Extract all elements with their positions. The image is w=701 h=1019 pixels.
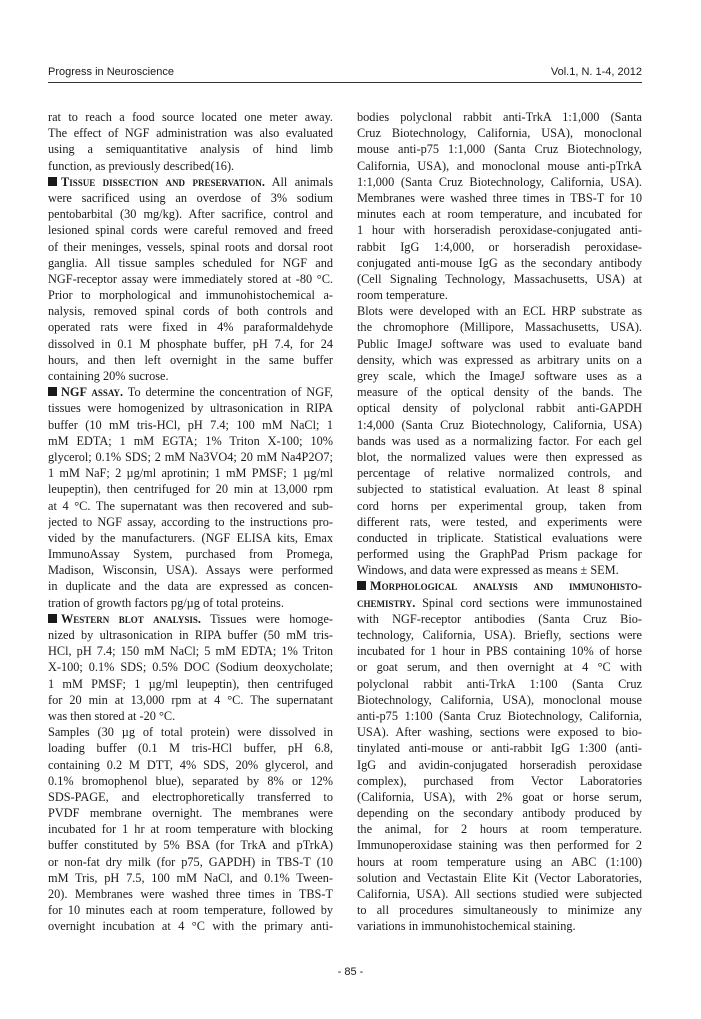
text-line xyxy=(48,676,333,692)
text-line xyxy=(357,141,642,157)
text-line xyxy=(357,109,642,125)
line-text: Samples (30 µg of total protein) were dissolved in xyxy=(48,725,333,740)
text-line xyxy=(357,870,642,886)
section-bullet-icon xyxy=(48,387,57,396)
line-text: different rats, were tested, and experiments were xyxy=(357,514,642,529)
line-text: of their meninges, vessels, spinal roots and dorsal root xyxy=(48,239,333,254)
line-text: To determine the concentration of NGF, xyxy=(123,385,333,400)
line-text: Immunoperoxidase staining was then performed for 2 xyxy=(357,838,642,853)
text-line xyxy=(357,627,642,643)
text-line xyxy=(357,773,642,789)
line-text: ganglia. All tissue samples scheduled for NGF and xyxy=(48,255,333,270)
line-text: HCl, pH 7.4; 150 mM NaCl; 5 mM EDTA; 1% Triton xyxy=(48,644,333,659)
text-line xyxy=(357,659,642,675)
text-line xyxy=(48,611,333,627)
section-heading: Tissue dissection and preservation. xyxy=(61,174,265,189)
line-text: subjected to statistical evaluation. At least 8 spinal xyxy=(357,482,642,497)
line-text: overnight incubation at 4 °C with the primary anti- xyxy=(48,919,333,934)
text-line xyxy=(48,158,333,174)
line-text: incubated for 1 hr at room temperature with blocking xyxy=(48,822,333,837)
line-text: measure of the optical density of the bands. The xyxy=(357,385,642,400)
text-line xyxy=(357,562,642,578)
journal-name: Progress in Neuroscience xyxy=(48,66,174,78)
line-text: (Cell Signaling Technology, Massachusetts, USA) at xyxy=(357,271,642,286)
line-text: California, USA). All sections studied were subjected xyxy=(357,887,642,901)
line-text: was then stored at -20 °C. xyxy=(48,708,176,723)
text-line xyxy=(357,319,642,335)
text-line xyxy=(48,255,333,271)
line-text: 0.1% bromophenol blue), separated by 8% or 12% xyxy=(48,773,333,788)
text-line xyxy=(357,918,642,934)
line-text: IgG and avidin-conjugated horseradish peroxidase xyxy=(357,757,642,772)
text-line xyxy=(357,287,642,303)
line-text: room temperature. xyxy=(357,288,448,303)
line-text: mouse anti-p75 1:1,000 (Santa Cruz Biotechnology, xyxy=(357,142,642,157)
line-text: PVDF membrane overnight. The membranes were xyxy=(48,806,333,821)
line-text: SDS-PAGE, and electrophoretically transferred to xyxy=(48,789,333,804)
text-line xyxy=(357,433,642,449)
text-line xyxy=(48,239,333,255)
text-line xyxy=(357,546,642,562)
text-line xyxy=(357,384,642,400)
line-text: bodies polyclonal rabbit anti-TrkA 1:1,000 (Santa xyxy=(357,110,642,124)
section-bullet-icon xyxy=(48,614,57,623)
line-text: California, USA), and monoclonal mouse anti-pTrkA xyxy=(357,158,642,173)
line-text: at 4 °C. The supernatant was then recovered and sub- xyxy=(48,498,333,513)
text-line xyxy=(48,918,333,934)
line-text: All animals xyxy=(264,174,333,189)
line-text: dissolved in 0.1 M phosphate buffer, pH 7.4, for 24 xyxy=(48,336,333,351)
line-text: leupeptin), then centrifuged for 20 min at 13,000 rpm xyxy=(48,482,333,497)
text-line xyxy=(357,255,642,271)
text-line xyxy=(48,384,333,400)
text-line xyxy=(48,417,333,433)
text-line xyxy=(357,239,642,255)
line-text: buffer (10 mM tris-HCl, pH 7.4; 100 mM NaCl; 1 xyxy=(48,417,333,432)
text-line xyxy=(48,271,333,287)
text-line xyxy=(357,514,642,530)
text-line xyxy=(48,368,333,384)
line-text: in duplicate and the data are expressed as concen- xyxy=(48,579,333,594)
line-text: to all procedures simultaneously to minimize any xyxy=(357,903,642,918)
text-line xyxy=(357,692,642,708)
text-line xyxy=(48,789,333,805)
text-line xyxy=(357,190,642,206)
text-line xyxy=(48,319,333,335)
line-text: hours, and then left overnight in the same buffer xyxy=(48,352,333,367)
text-line xyxy=(357,400,642,416)
text-line xyxy=(48,141,333,157)
section-bullet-icon xyxy=(48,177,57,186)
line-text: Public ImageJ software was used to evaluate band xyxy=(357,336,642,351)
line-text: tinylated anti-mouse or anti-rabbit IgG 1:300 (anti- xyxy=(357,741,642,756)
text-line xyxy=(48,659,333,675)
line-text: USA). After washing, sections were exposed to bio- xyxy=(357,725,642,740)
volume-info: Vol.1, N. 1-4, 2012 xyxy=(550,66,642,78)
line-text: buffer constituted by 5% BSA (for TrkA and pTrkA) xyxy=(48,838,333,853)
text-line xyxy=(48,546,333,562)
line-text: using a semiquantitative analysis of hind limb xyxy=(48,142,333,157)
text-line xyxy=(357,837,642,853)
text-line xyxy=(357,578,642,594)
page-number: - 85 - xyxy=(337,966,364,978)
line-text: tration of growth factors pg/µg of total proteins. xyxy=(48,595,284,610)
line-text: percentage of relative normalized controls, and xyxy=(357,466,642,481)
text-line xyxy=(357,222,642,238)
line-text: The effect of NGF administration was also evaluated xyxy=(48,126,333,141)
text-line xyxy=(357,303,642,319)
text-line xyxy=(48,400,333,416)
text-line xyxy=(48,481,333,497)
line-text: 1 mM PMSF; 1 µg/ml leupeptin), then centrifuged xyxy=(48,676,333,691)
line-text: jected to NGF assay, according to the instructions pro- xyxy=(48,514,333,529)
text-line xyxy=(48,773,333,789)
line-text: containing 0.2 M DTT, 4% SDS, 20% glycerol, and xyxy=(48,757,333,772)
line-text: glycerol; 0.1% SDS; 2 mM Na3VO4; 20 mM Na4P2O7; xyxy=(48,449,333,464)
text-line xyxy=(357,676,642,692)
text-line xyxy=(48,837,333,853)
line-text: Prior to morphological and immunohistochemical a- xyxy=(48,288,333,303)
line-text: Windows, and data were expressed as means ± SEM. xyxy=(357,563,619,578)
text-line xyxy=(48,190,333,206)
text-line xyxy=(357,530,642,546)
section-heading: NGF assay. xyxy=(61,385,124,400)
line-text: anti-p75 1:100 (Santa Cruz Biotechnology, California, xyxy=(357,708,642,723)
text-line xyxy=(48,740,333,756)
line-text: the chromophore (Millipore, Massachusetts, USA). xyxy=(357,320,642,335)
line-text: the animal, for 2 hours at room temperature. xyxy=(357,822,642,837)
line-text: tissues were homogenized by ultrasonication in RIPA xyxy=(48,401,333,416)
text-line xyxy=(48,530,333,546)
line-text: 1 mM NaF; 2 µg/ml aprotinin; 1 mM PMSF; 1 µg/ml xyxy=(48,466,333,481)
text-line xyxy=(357,854,642,870)
text-line xyxy=(357,352,642,368)
line-text: Tissues were homoge- xyxy=(200,611,333,626)
line-text: for 20 min at 13,000 rpm at 4 °C. The supernatant xyxy=(48,692,333,707)
text-line xyxy=(357,708,642,724)
section-heading: chemistry. xyxy=(357,595,416,610)
text-line xyxy=(48,174,333,190)
line-text: function, as previously described(16). xyxy=(48,158,235,173)
section-heading: Morphological analysis and immunohisto- xyxy=(370,579,642,594)
text-line xyxy=(48,303,333,319)
text-line xyxy=(48,125,333,141)
text-line xyxy=(357,174,642,190)
text-line xyxy=(357,821,642,837)
text-line xyxy=(357,158,642,174)
line-text: lesioned spinal cords were careful removed and freed xyxy=(48,223,333,238)
line-text: cord horns per experimental group, taken from xyxy=(357,498,642,513)
text-line xyxy=(357,886,642,902)
text-line xyxy=(48,336,333,352)
text-line xyxy=(48,692,333,708)
line-text: minutes each at room temperature, and incubated for xyxy=(357,207,642,222)
text-line xyxy=(48,578,333,594)
right-text-column xyxy=(357,109,642,935)
text-line xyxy=(48,352,333,368)
line-text: Spinal cord sections were immunostained xyxy=(415,595,642,610)
text-line xyxy=(357,125,642,141)
text-line xyxy=(357,902,642,918)
line-text: hours at room temperature using an ABC (1:100) xyxy=(357,854,642,869)
line-text: density, which was expressed as arbitrary units on a xyxy=(357,352,642,367)
line-text: depending on the secondary antibody produced by xyxy=(357,806,642,821)
section-heading: Western blot analysis. xyxy=(61,611,201,626)
running-header xyxy=(48,65,642,79)
text-line xyxy=(48,449,333,465)
text-line xyxy=(48,821,333,837)
text-line xyxy=(357,336,642,352)
line-text: NGF-receptor assay were immediately stored at -80 °C. xyxy=(48,271,333,286)
text-line xyxy=(48,627,333,643)
line-text: or non-fat dry milk (for p75, GAPDH) in TBS-T (10 xyxy=(48,854,333,869)
line-text: Madison, Wisconsin, USA). Assays were performed xyxy=(48,563,333,578)
text-line xyxy=(48,886,333,902)
text-line xyxy=(357,611,642,627)
text-line xyxy=(357,368,642,384)
text-line xyxy=(48,854,333,870)
line-text: for 10 minutes each at room temperature, followed by xyxy=(48,903,333,918)
text-line xyxy=(357,271,642,287)
line-text: technology, California, USA). Briefly, sections were xyxy=(357,628,642,642)
text-line xyxy=(48,206,333,222)
text-line xyxy=(357,740,642,756)
line-text: 1 hour with horseradish peroxidase-conjugated anti- xyxy=(357,223,642,238)
line-text: were sacrificed using an overdose of 3% sodium xyxy=(48,190,333,205)
text-line xyxy=(357,757,642,773)
text-line xyxy=(357,643,642,659)
text-line xyxy=(48,757,333,773)
text-line xyxy=(357,417,642,433)
header-rule xyxy=(48,82,642,83)
line-text: optical density of polyclonal rabbit anti-GAPDH xyxy=(357,401,642,416)
line-text: loading buffer (0.1 M tris-HCl buffer, pH 6.8, xyxy=(48,741,333,756)
line-text: blot, the normalized values were then expressed as xyxy=(357,449,642,464)
text-line xyxy=(48,109,333,125)
text-line xyxy=(48,433,333,449)
text-line xyxy=(48,595,333,611)
text-line xyxy=(48,902,333,918)
line-text: incubated for 1 hour in PBS containing 10% of horse xyxy=(357,644,642,659)
line-text: grey scale, which the ImageJ software uses as a xyxy=(357,369,642,383)
line-text: conducted in triplicate. Statistical evaluations were xyxy=(357,530,642,545)
line-text: mM EDTA; 1 mM EGTA; 1% Triton X-100; 10% xyxy=(48,433,333,448)
line-text: pentobarbital (30 mg/kg). After sacrifice, control and xyxy=(48,207,333,222)
line-text: or goat serum, and then overnight at 4 °C with xyxy=(357,660,642,675)
text-line xyxy=(357,481,642,497)
line-text: Membranes were washed three times in TBS-T for 10 xyxy=(357,190,642,205)
line-text: mM Tris, pH 7.5, 100 mM NaCl, and 0.1% Tween- xyxy=(48,870,333,885)
text-line xyxy=(48,498,333,514)
text-line xyxy=(357,595,642,611)
line-text: rat to reach a food source located one meter away. xyxy=(48,110,333,124)
text-line xyxy=(357,724,642,740)
line-text: Blots were developed with an ECL HRP substrate as xyxy=(357,304,642,319)
left-text-column xyxy=(48,109,333,935)
text-line xyxy=(48,708,333,724)
line-text: rabbit IgG 1:4,000, or horseradish peroxidase- xyxy=(357,239,642,254)
text-line xyxy=(48,643,333,659)
line-text: Cruz Biotechnology, California, USA), monoclonal xyxy=(357,126,642,141)
section-bullet-icon xyxy=(357,581,366,590)
text-line xyxy=(357,465,642,481)
line-text: performed using the GraphPad Prism package for xyxy=(357,547,642,562)
text-line xyxy=(48,870,333,886)
line-text: polyclonal rabbit anti-TrkA 1:100 (Santa Cruz xyxy=(357,676,642,691)
line-text: ImmunoAssay System, purchased from Promega, xyxy=(48,547,333,562)
line-text: nalysis, removed spinal cords of both controls and xyxy=(48,304,333,319)
text-line xyxy=(357,789,642,805)
line-text: bands was used as a normalizing factor. For each gel xyxy=(357,433,642,448)
line-text: Biotechnology, California, USA), monoclonal mouse xyxy=(357,692,642,707)
line-text: with NGF-receptor antibodies (Santa Cruz Bio- xyxy=(357,611,642,626)
text-line xyxy=(357,805,642,821)
text-line xyxy=(48,287,333,303)
text-line xyxy=(357,206,642,222)
line-text: 1:4,000 (Santa Cruz Biotechnology, California, USA) xyxy=(357,417,642,432)
text-line xyxy=(48,562,333,578)
line-text: complex), purchased from Vector Laboratories xyxy=(357,773,642,788)
text-line xyxy=(357,449,642,465)
line-text: containing 20% sucrose. xyxy=(48,369,169,383)
line-text: operated rats were fixed in 4% paraformaldehyde xyxy=(48,320,333,335)
line-text: nized by ultrasonication in RIPA buffer (50 mM tris- xyxy=(48,628,333,642)
text-line xyxy=(357,498,642,514)
line-text: variations in immunohistochemical staining. xyxy=(357,919,576,934)
text-line xyxy=(48,514,333,530)
line-text: vided by the manufacturers. (NGF ELISA kits, Emax xyxy=(48,530,333,545)
text-line xyxy=(48,222,333,238)
line-text: X-100; 0.1% SDS; 0.5% DOC (Sodium deoxycholate; xyxy=(48,660,333,675)
line-text: solution and Vectastain Elite Kit (Vector Laboratories, xyxy=(357,870,642,885)
line-text: conjugated anti-mouse IgG as the secondary antibody xyxy=(357,255,642,270)
line-text: 20). Membranes were washed three times in TBS-T xyxy=(48,887,333,901)
text-line xyxy=(48,465,333,481)
text-line xyxy=(48,724,333,740)
line-text: (California, USA), with 2% goat or horse serum, xyxy=(357,789,642,804)
text-line xyxy=(48,805,333,821)
line-text: 1:1,000 (Santa Cruz Biotechnology, California, USA). xyxy=(357,174,642,189)
